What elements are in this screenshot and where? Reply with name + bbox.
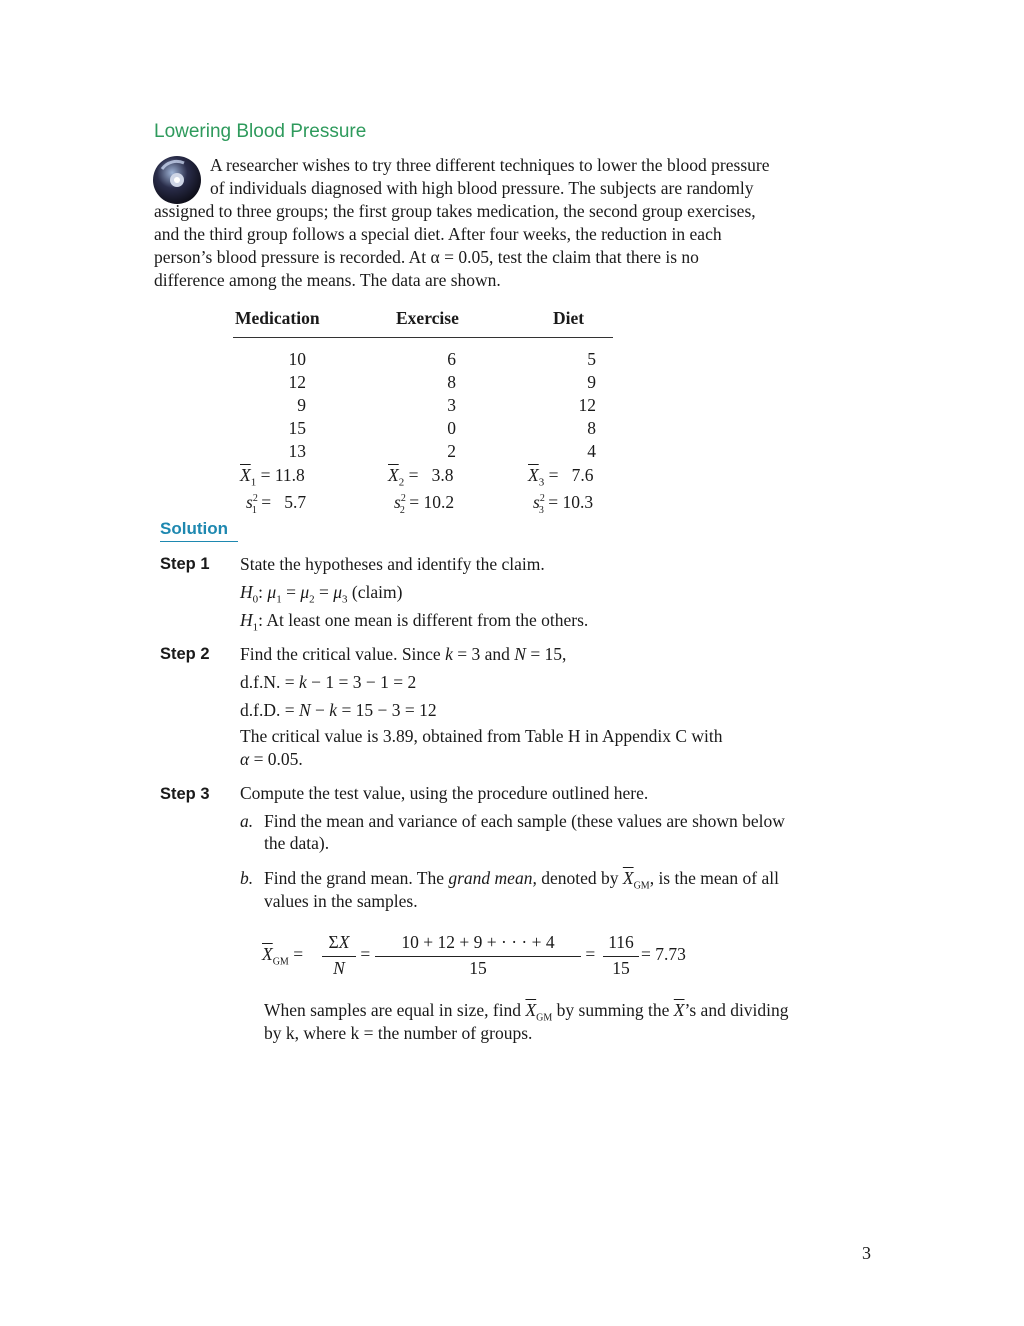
table-cell: 2 [447,441,456,461]
table-header-exercise: Exercise [396,308,459,328]
formula-den2: 15 [612,958,630,978]
item-b-line: Find the grand mean. The grand mean, denoted by $\overline{X}_{GM}$, is the mean of all [264,868,779,892]
variance-exercise: $s^2_2 = 10.2$ [394,492,455,516]
table-cell: 3 [447,395,456,415]
critical-value-line: The critical value is 3.89, obtained from Table H in Appendix C with [240,726,723,746]
note-line: When samples are equal in size, find $\overline{X}_{GM}$ by summing the $\overline{X}’s$ and dividing [264,1000,789,1024]
table-header-medication: Medication [235,308,320,328]
formula-numerator: 10 + 12 + 9 + · · · + 4 [401,932,555,952]
formula-num2: 116 [608,932,634,952]
table-cell: 9 [297,395,306,415]
table-cell: 4 [587,441,596,461]
page-number: 3 [862,1243,871,1263]
formula-lhs: $\overline{X}_{GM}$ = [262,944,304,968]
table-cell: 12 [288,372,306,392]
formula-result: = 7.73 [641,944,686,964]
table-cell: 10 [288,349,306,369]
note-line: by k, where k = the number of groups. [264,1023,533,1043]
table-cell: 15 [288,418,306,438]
intro-line: person’s blood pressure is recorded. At α = 0.05, test the claim that there is no [154,247,699,267]
intro-line: assigned to three groups; the first group takes medication, the second group exercises, [154,201,756,221]
table-cell: 8 [587,418,596,438]
table-cell: 0 [447,418,456,438]
table-cell: 9 [587,372,596,392]
step-3-label: Step 3 [160,785,210,803]
equals-sign: = [581,944,596,964]
item-b-line: values in the samples. [264,891,418,911]
table-rule [233,337,613,338]
step-3-text: Compute the test value, using the procedure outlined here. [240,783,649,803]
item-a-line: the data). [264,833,330,853]
table-header-diet: Diet [553,308,585,328]
fraction-bar [322,956,356,957]
step-2-label: Step 2 [160,645,210,663]
variance-medication: $s^2_1 = 5.7$ [246,492,307,516]
table-cell: 5 [587,349,596,369]
step-2-text: Find the critical value. Since k = 3 and N = 15, [240,644,567,664]
table-cell: 6 [447,349,456,369]
alternative-hypothesis: $H_1$: At least one mean is different from the others. [240,610,589,634]
intro-line: and the third group follows a special diet. After four weeks, the reduction in each [154,224,722,244]
equals-sign: = [356,944,371,964]
mean-exercise: $\overline{X}_2 = 3.8$ [388,465,454,489]
item-b-label: b. [240,868,254,888]
mean-medication: $\overline{X}_1 = 11.8$ [240,465,305,489]
formula-sigma-x: ΣX [328,932,350,952]
null-hypothesis: $H_0$: $\mu_1 = \mu_2 = \mu_3$ (claim) [240,582,403,606]
alpha-line: α = 0.05. [240,749,303,769]
solution-heading: Solution [160,519,238,542]
step-1-label: Step 1 [160,555,210,573]
item-a-label: a. [240,811,254,831]
formula-n: N [333,958,345,978]
table-cell: 12 [578,395,596,415]
step-1-text: State the hypotheses and identify the claim. [240,554,545,574]
formula-denominator: 15 [469,958,487,978]
intro-line: of individuals diagnosed with high blood pressure. The subjects are randomly [210,178,754,198]
fraction-bar [603,956,639,957]
table-cell: 13 [288,441,306,461]
fraction-bar [375,956,581,957]
section-title: Lowering Blood Pressure [154,121,367,142]
item-a-line: Find the mean and variance of each sample (these values are shown below [264,811,785,831]
dfd-line: d.f.D. = N − k = 15 − 3 = 12 [240,700,437,720]
intro-line: A researcher wishes to try three different techniques to lower the blood pressure [210,155,770,175]
variance-diet: $s^2_3 = 10.3$ [533,492,594,516]
cd-rom-icon [152,155,202,205]
dfn-line: d.f.N. = k − 1 = 3 − 1 = 2 [240,672,417,692]
table-cell: 8 [447,372,456,392]
intro-line: difference among the means. The data are shown. [154,270,501,290]
mean-diet: $\overline{X}_3 = 7.6$ [528,465,594,489]
